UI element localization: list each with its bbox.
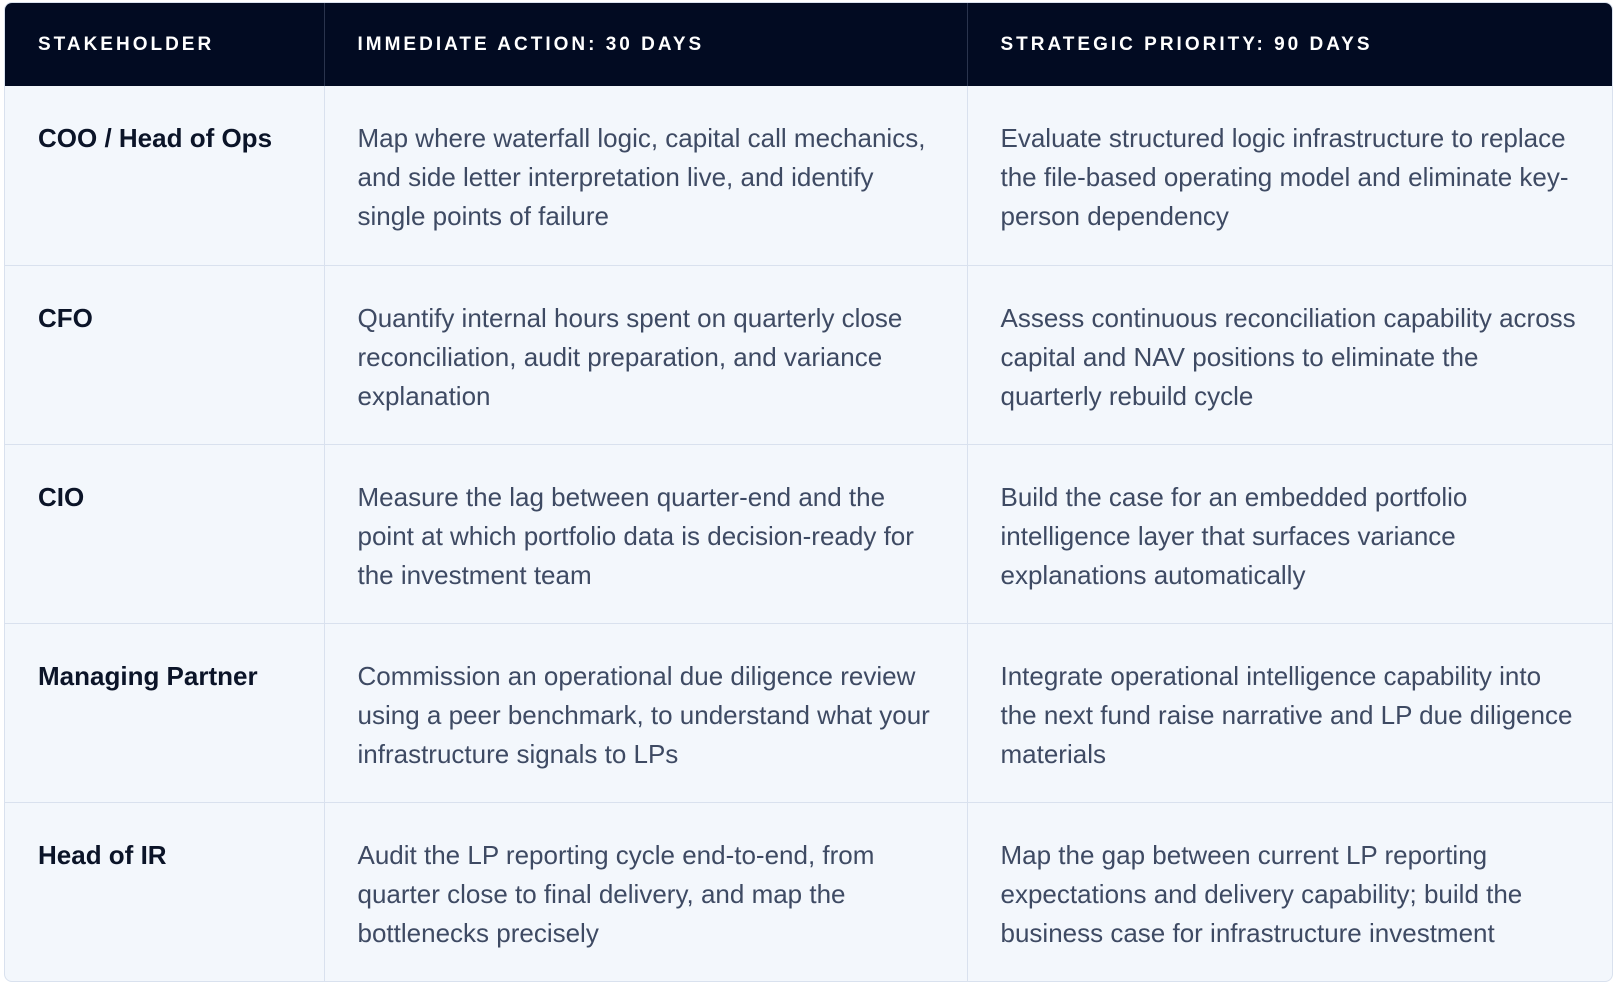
table-body xyxy=(5,86,1612,981)
action-plan-table xyxy=(5,3,1612,981)
immediate-action-cell: Measure the lag between quarter-end and the point at which portfolio data is decision-ready for the investment team xyxy=(324,444,967,623)
header-stakeholder: STAKEHOLDER xyxy=(38,33,215,55)
table-row xyxy=(5,802,1612,981)
stakeholder-cell: Managing Partner xyxy=(38,660,258,691)
table-row xyxy=(5,444,1612,623)
strategic-priority-cell: Assess continuous reconciliation capability across capital and NAV positions to eliminate the quarterly rebuild cycle xyxy=(967,265,1612,444)
immediate-action-cell: Map where waterfall logic, capital call mechanics, and side letter interpretation live, and identify single points of failure xyxy=(324,86,967,265)
stakeholder-cell: CIO xyxy=(38,481,85,512)
header-row xyxy=(5,3,1612,86)
header-strategic-priority: STRATEGIC PRIORITY: 90 DAYS xyxy=(967,3,1612,86)
stakeholder-cell: CFO xyxy=(38,302,93,333)
strategic-priority-cell: Build the case for an embedded portfolio intelligence layer that surfaces variance explanations automatically xyxy=(967,444,1612,623)
stakeholder-cell: Head of IR xyxy=(38,839,167,870)
header-immediate-action: IMMEDIATE ACTION: 30 DAYS xyxy=(324,3,967,86)
stakeholder-cell: COO / Head of Ops xyxy=(38,123,273,153)
table-row xyxy=(5,623,1612,802)
table-row xyxy=(5,86,1612,265)
strategic-priority-cell: Evaluate structured logic infrastructure to replace the file-based operating model and eliminate key-person dependency xyxy=(967,86,1612,265)
strategic-priority-cell: Integrate operational intelligence capability into the next fund raise narrative and LP due diligence materials xyxy=(967,623,1612,802)
table-header xyxy=(5,3,1612,86)
immediate-action-cell: Commission an operational due diligence review using a peer benchmark, to understand what your infrastructure signals to LPs xyxy=(324,623,967,802)
table-row xyxy=(5,265,1612,444)
stakeholder-action-table xyxy=(4,2,1613,982)
immediate-action-cell: Quantify internal hours spent on quarterly close reconciliation, audit preparation, and variance explanation xyxy=(324,265,967,444)
immediate-action-cell: Audit the LP reporting cycle end-to-end, from quarter close to final delivery, and map the bottlenecks precisely xyxy=(324,802,967,981)
strategic-priority-cell: Map the gap between current LP reporting expectations and delivery capability; build the business case for infrastructure investment xyxy=(967,802,1612,981)
